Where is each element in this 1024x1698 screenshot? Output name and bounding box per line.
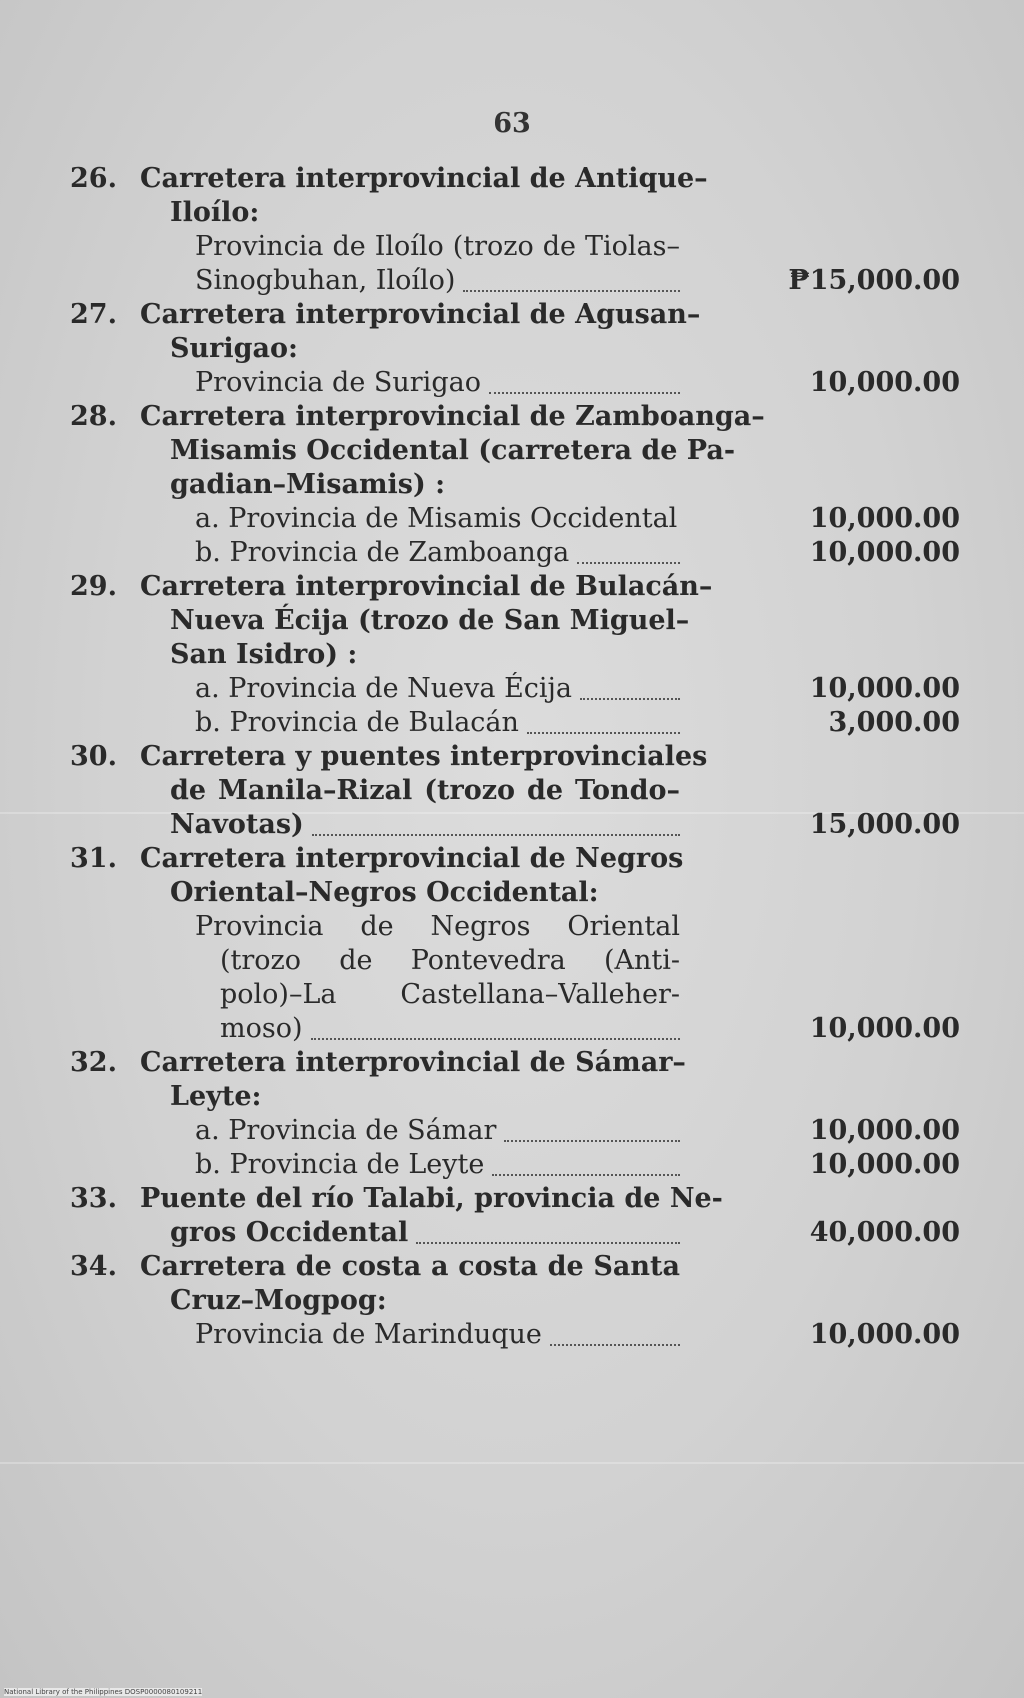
dot-leader (492, 1174, 680, 1176)
list-item (70, 1250, 960, 1352)
sub-item-leader (195, 366, 680, 400)
item-title: Carretera interprovincial de Antique– (140, 163, 708, 194)
sub-item-label: a. Provincia de Misamis Occidental (195, 503, 678, 534)
item-number: 34. (70, 1251, 117, 1282)
dot-leader (312, 834, 680, 836)
sub-item-label: a. Provincia de Nueva Écija (195, 673, 573, 704)
item-title-end-amount: 40,000.00 (809, 1217, 960, 1248)
dot-leader (577, 562, 680, 564)
item-title: Puente del río Talabi, provincia de Ne- (140, 1183, 723, 1214)
item-title-end-leader (170, 1216, 680, 1250)
item-number: 27. (70, 299, 117, 330)
sub-item-label: a. Provincia de Sámar (195, 1115, 497, 1146)
list-item (70, 1046, 960, 1182)
sub-item-leader (195, 1148, 680, 1182)
appropriation-list (70, 162, 960, 1352)
sub-item-leader (195, 536, 680, 570)
item-title: Carretera interprovincial de Bulacán– (140, 571, 713, 602)
list-item (70, 570, 960, 740)
sub-item-amount: 10,000.00 (809, 1149, 960, 1180)
item-number: 29. (70, 571, 117, 602)
library-watermark: National Library of the Philippines DOSP0000080109211 (4, 1688, 203, 1696)
sub-item-label: Provincia de Surigao (195, 367, 481, 398)
sub-item-amount: 10,000.00 (809, 1115, 960, 1146)
list-item (70, 1182, 960, 1250)
list-item (70, 740, 960, 842)
item-number: 30. (70, 741, 117, 772)
sub-item-amount: 3,000.00 (828, 707, 960, 738)
item-number: 33. (70, 1183, 117, 1214)
sub-item-text: Provincia de Negros Oriental (195, 911, 680, 942)
sub-item-leader (195, 264, 680, 298)
item-title-continued: San Isidro) : (170, 639, 358, 670)
item-title: Carretera interprovincial de Agusan– (140, 299, 701, 330)
sub-item-amount: ₱15,000.00 (788, 265, 960, 296)
item-title-end-label: Navotas) (170, 809, 304, 840)
page-number: 63 (493, 108, 531, 139)
sub-item-leader (195, 1318, 680, 1352)
item-title: Carretera de costa a costa de Santa (140, 1251, 680, 1282)
sub-item-text: (trozo de Pontevedra (Anti- (220, 945, 680, 976)
sub-item-amount: 10,000.00 (809, 367, 960, 398)
item-number: 28. (70, 401, 117, 432)
item-number: 32. (70, 1047, 117, 1078)
list-item (70, 298, 960, 400)
dot-leader (311, 1038, 680, 1040)
sub-item-leader (195, 706, 680, 740)
item-title-continued: Oriental–Negros Occidental: (170, 877, 599, 908)
sub-item-amount: 10,000.00 (809, 503, 960, 534)
sub-item-amount: 10,000.00 (809, 1013, 960, 1044)
dot-leader (527, 732, 680, 734)
list-item (70, 162, 960, 298)
item-title: Carretera interprovincial de Sámar– (140, 1047, 686, 1078)
sub-item-label: Sinogbuhan, Iloílo) (195, 265, 456, 296)
sub-item-text: polo)–La Castellana–Valleher- (220, 979, 680, 1010)
sub-item-label: b. Provincia de Zamboanga (195, 537, 570, 568)
item-number: 26. (70, 163, 117, 194)
item-title: Carretera interprovincial de Zamboanga– (140, 401, 765, 432)
item-title: Carretera y puentes interprovinciales (140, 741, 708, 772)
item-number: 31. (70, 843, 117, 874)
item-title: Carretera interprovincial de Negros (140, 843, 684, 874)
item-title-continued: Nueva Écija (trozo de San Miguel– (170, 605, 690, 636)
sub-item-leader (195, 502, 680, 536)
dot-leader (463, 290, 680, 292)
dot-leader (504, 1140, 680, 1142)
sub-item-leader (195, 672, 680, 706)
sub-item-leader (195, 1114, 680, 1148)
sub-item-text: Provincia de Iloílo (trozo de Tiolas– (195, 231, 680, 262)
item-title-continued: Iloílo: (170, 197, 260, 228)
item-title-end-amount: 15,000.00 (809, 809, 960, 840)
dot-leader (550, 1344, 680, 1346)
dot-leader (580, 698, 680, 700)
sub-item-amount: 10,000.00 (809, 537, 960, 568)
sub-item-label: b. Provincia de Leyte (195, 1149, 485, 1180)
item-title-continued: gadian–Misamis) : (170, 469, 446, 500)
item-title-continued: Surigao: (170, 333, 298, 364)
item-title-continued: de Manila–Rizal (trozo de Tondo– (170, 775, 680, 806)
list-item (70, 842, 960, 1046)
item-title-continued: Leyte: (170, 1081, 262, 1112)
sub-item-label: b. Provincia de Bulacán (195, 707, 519, 738)
sub-item-label: Provincia de Marinduque (195, 1319, 542, 1350)
dot-leader (489, 392, 680, 394)
sub-item-leader (220, 1012, 680, 1046)
list-item (70, 400, 960, 570)
sub-item-label: moso) (220, 1013, 303, 1044)
item-title-continued: Cruz–Mogpog: (170, 1285, 387, 1316)
dot-leader (416, 1242, 680, 1244)
sub-item-amount: 10,000.00 (809, 673, 960, 704)
item-title-end-label: gros Occidental (170, 1217, 409, 1248)
sub-item-amount: 10,000.00 (809, 1319, 960, 1350)
item-title-continued: Misamis Occidental (carretera de Pa- (170, 435, 736, 466)
item-title-end-leader (170, 808, 680, 842)
